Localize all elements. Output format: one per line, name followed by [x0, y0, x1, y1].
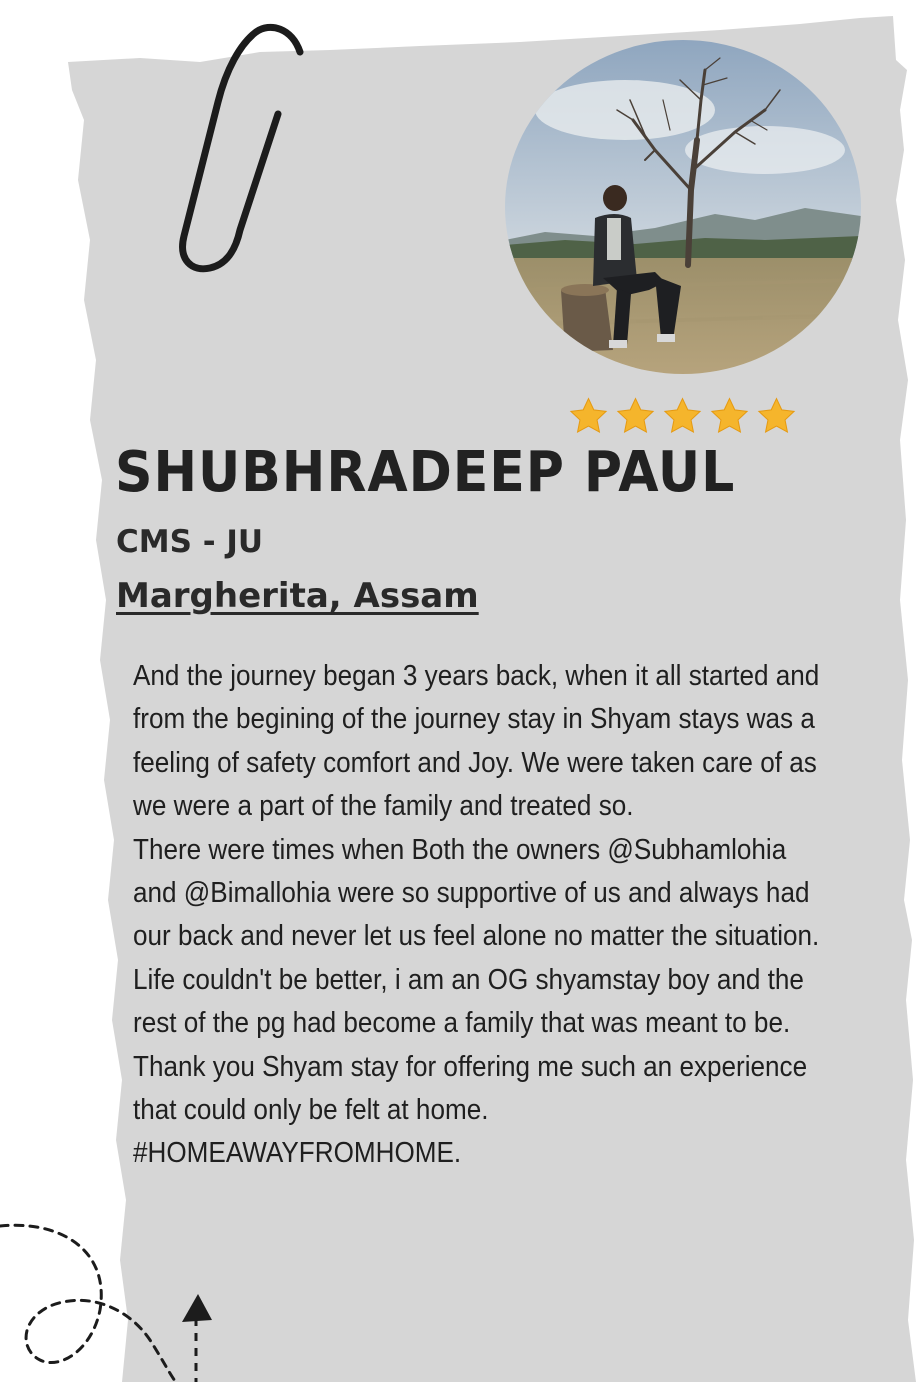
star-icon — [709, 394, 750, 438]
star-icon — [756, 394, 797, 438]
reviewer-location: Margherita, Assam — [116, 576, 479, 616]
review-paragraph-2: There were times when Both the owners @Subhamlohia and @Bimallohia were so supportive of us and always had our back and never let us feel alone no matter the situation. — [133, 833, 820, 953]
review-hashtag: #HOMEAWAYFROMHOME. — [133, 1137, 462, 1170]
star-icon — [568, 394, 609, 438]
reviewer-name: SHUBHRADEEP PAUL — [115, 440, 736, 505]
star-icon — [615, 394, 656, 438]
profile-photo — [505, 40, 861, 374]
review-paragraph-1: And the journey began 3 years back, when it all started and from the begining of the journey stay in Shyam stays was a feeling of safety comfort and Joy. We were taken care of as we were a part of the family and treated so. — [133, 660, 820, 823]
paperclip-icon — [160, 10, 330, 290]
dashed-arrow-icon — [0, 1210, 230, 1382]
rating-stars — [568, 394, 808, 440]
review-text — [133, 655, 823, 1176]
star-icon — [662, 394, 703, 438]
review-paragraph-3: Life couldn't be better, i am an OG shyamstay boy and the rest of the pg had become a family that was meant to be. Thank you Shyam stay for offering me such an experience that could only be felt at home. — [133, 963, 808, 1127]
reviewer-course: CMS - JU — [116, 524, 264, 560]
